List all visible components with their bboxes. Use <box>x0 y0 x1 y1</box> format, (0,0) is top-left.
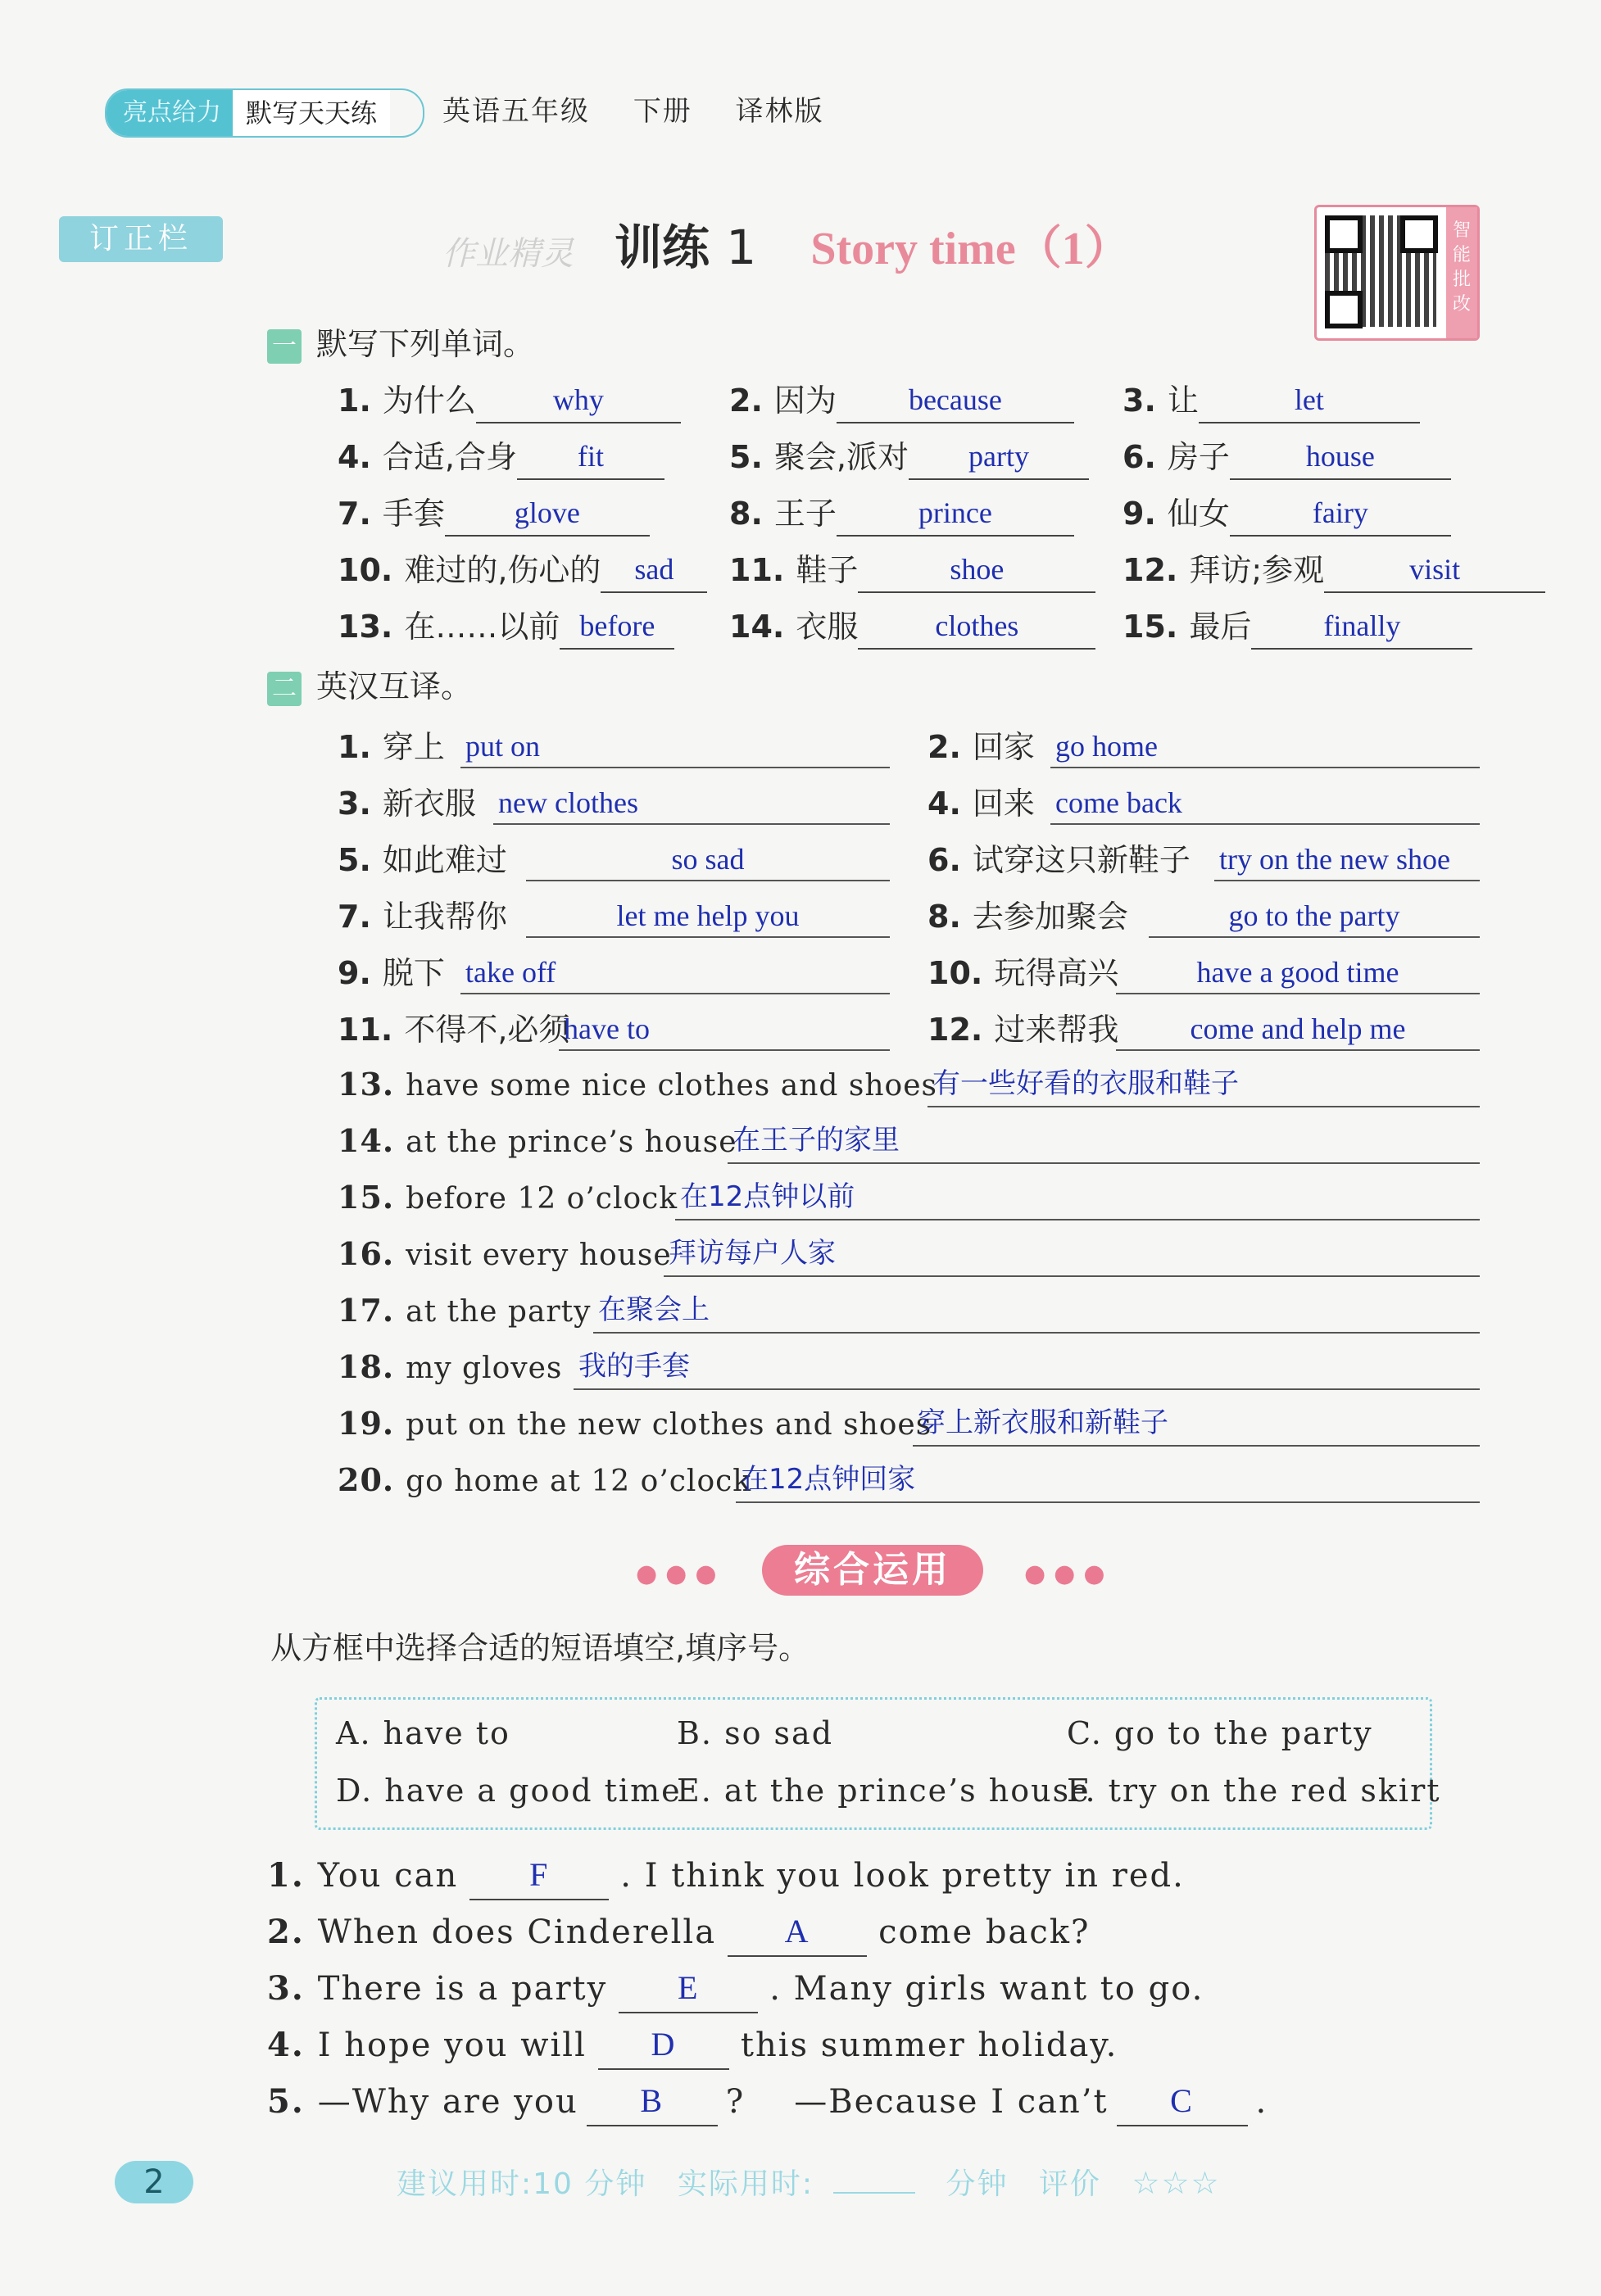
item-number: 19. <box>338 1405 395 1442</box>
item-number: 2. <box>927 729 961 765</box>
word-item <box>338 603 674 650</box>
answer-text: fairy <box>1312 496 1368 529</box>
item-number: 9. <box>338 955 371 991</box>
translation-item <box>338 781 476 826</box>
translation-item <box>338 837 507 883</box>
answer-line[interactable] <box>526 880 890 881</box>
answer-text: 在12点钟以前 <box>680 1180 855 1213</box>
section1-badge: 一 <box>267 329 302 364</box>
answer-text: so sad <box>671 843 745 876</box>
title-prefix: 训练 <box>615 220 710 275</box>
item-prompt: 拜访;参观 <box>1189 552 1325 588</box>
answer-line[interactable] <box>927 1106 1480 1107</box>
item-prompt: 聚会,派对 <box>773 439 909 475</box>
fill-sentence <box>267 2021 1118 2070</box>
item-prompt: 玩得高兴 <box>994 955 1119 991</box>
answer-text: A <box>784 1913 810 1950</box>
word-item <box>338 490 650 537</box>
item-prompt: visit every house <box>406 1239 672 1272</box>
answer-text: let me help you <box>616 899 800 932</box>
answer-line[interactable] <box>526 936 890 938</box>
fill-sentence <box>267 2077 1268 2126</box>
sentence-part: come back? <box>878 1913 1091 1951</box>
qr-corner <box>1325 291 1363 328</box>
item-number: 4. <box>927 786 961 822</box>
volume: 下册 <box>633 95 692 128</box>
sentence-part: When does Cinderella <box>317 1913 717 1951</box>
time-unit: 分钟 <box>946 2167 1009 2201</box>
qr-code[interactable] <box>1314 205 1480 341</box>
phrase-item <box>338 1118 737 1166</box>
phrase-item <box>338 1288 591 1335</box>
sentence-part: —Because I can’t <box>794 2083 1109 2121</box>
answer-text: glove <box>514 496 580 529</box>
item-prompt: 仙女 <box>1167 496 1230 532</box>
option-item: D. have a good time <box>336 1773 682 1809</box>
item-number: 10. <box>927 955 983 991</box>
sentence-part: You can <box>317 1857 459 1895</box>
item-prompt: my gloves <box>406 1352 563 1385</box>
item-prompt: 新衣服 <box>382 786 476 822</box>
item-prompt: 在……以前 <box>404 609 560 645</box>
item-prompt: 回来 <box>972 786 1035 822</box>
item-prompt: 最后 <box>1189 609 1252 645</box>
word-item <box>1123 490 1451 537</box>
word-item <box>729 433 1089 480</box>
rating-stars-icon[interactable]: ☆☆☆ <box>1132 2165 1221 2201</box>
item-number: 5. <box>729 439 763 475</box>
answer-text: come back <box>1055 786 1182 819</box>
page-number: 2 <box>115 2161 193 2203</box>
translation-item <box>927 950 1118 996</box>
item-prompt: 鞋子 <box>796 552 859 588</box>
answer-line[interactable] <box>913 1445 1480 1447</box>
answer-text: come and help me <box>1190 1012 1406 1045</box>
sentence-part: . Many girls want to go. <box>769 1970 1204 2008</box>
answer-blank[interactable] <box>858 546 1095 593</box>
word-item <box>338 433 664 480</box>
brand-pill <box>105 88 424 138</box>
item-number: 8. <box>729 496 763 532</box>
item-number: 3. <box>1123 383 1156 419</box>
answer-text: fit <box>577 440 604 473</box>
answer-text: party <box>968 440 1029 473</box>
answer-line[interactable] <box>1050 767 1480 768</box>
item-prompt: 试穿这只新鞋子 <box>972 842 1191 878</box>
phrase-item <box>338 1457 751 1505</box>
item-prompt: at the party <box>406 1295 592 1329</box>
fill-sentence <box>267 1964 1204 2013</box>
answer-blank[interactable] <box>1230 490 1451 537</box>
answer-text: finally <box>1323 609 1401 642</box>
item-number: 12. <box>927 1012 983 1048</box>
answer-text: new clothes <box>498 786 638 819</box>
answer-line[interactable] <box>460 993 890 994</box>
word-item <box>729 490 1074 537</box>
item-number: 15. <box>338 1179 395 1216</box>
footer-timing <box>397 2162 1240 2205</box>
answer-text: have a good time <box>1196 956 1399 989</box>
book-info <box>442 88 857 134</box>
answer-text: let <box>1294 383 1324 416</box>
item-number: 11. <box>729 552 785 588</box>
answer-text: 我的手套 <box>578 1350 690 1383</box>
banner-dots-left: ●●● <box>636 1560 725 1588</box>
answer-blank[interactable] <box>560 603 674 650</box>
item-prompt: 房子 <box>1167 439 1230 475</box>
item-number: 10. <box>338 552 393 588</box>
item-prompt: 合适,合身 <box>382 439 517 475</box>
item-number: 9. <box>1123 496 1156 532</box>
item-prompt: 让我帮你 <box>382 899 507 935</box>
item-number: 8. <box>927 899 961 935</box>
watermark: 作业精灵 <box>442 235 574 273</box>
item-prompt: 如此难过 <box>382 842 507 878</box>
phrase-item <box>338 1401 932 1448</box>
item-number: 1. <box>338 383 371 419</box>
word-item <box>729 546 1095 593</box>
answer-blank[interactable] <box>619 1964 758 2013</box>
phrase-item <box>338 1175 678 1222</box>
option-item: A. have to <box>336 1715 510 1751</box>
banner-dots-right: ●●● <box>1024 1560 1113 1588</box>
answer-blank[interactable] <box>445 490 650 537</box>
sentence-part: ? <box>725 2083 746 2121</box>
answer-line[interactable] <box>1050 823 1480 825</box>
fill-sentence <box>267 1908 1090 1957</box>
section1-heading <box>267 323 534 365</box>
answer-text: visit <box>1409 553 1461 586</box>
option-item: F. try on the red skirt <box>1067 1773 1441 1809</box>
item-prompt: before 12 o’clock <box>406 1182 678 1216</box>
item-number: 16. <box>338 1235 395 1272</box>
section1-title: 默写下列单词。 <box>316 326 535 362</box>
item-prompt: 让 <box>1167 383 1199 419</box>
item-number: 4. <box>267 2026 305 2064</box>
answer-text: sad <box>634 553 674 586</box>
fill-sentence <box>267 1851 1185 1900</box>
answer-blank[interactable] <box>858 603 1095 650</box>
answer-blank[interactable] <box>601 546 707 593</box>
answer-text: 在王子的家里 <box>732 1124 900 1157</box>
translation-item <box>927 837 1191 883</box>
answer-text: 穿上新衣服和新鞋子 <box>918 1406 1168 1439</box>
item-number: 7. <box>338 899 371 935</box>
answer-line[interactable] <box>559 1049 890 1051</box>
answer-text: put on <box>465 730 541 763</box>
answer-line[interactable] <box>1116 1049 1480 1051</box>
answer-text: go to the party <box>1228 899 1400 932</box>
item-prompt: 去参加聚会 <box>972 899 1128 935</box>
item-number: 5. <box>338 842 371 878</box>
answer-text: 拜访每户人家 <box>669 1237 836 1270</box>
answer-line[interactable] <box>728 1162 1480 1164</box>
sentence-part: There is a party <box>317 1970 608 2008</box>
answer-text: B <box>640 2082 664 2119</box>
answer-blank[interactable] <box>469 1851 609 1900</box>
item-number: 6. <box>1123 439 1156 475</box>
item-number: 2. <box>729 383 763 419</box>
correction-column-label: 订正栏 <box>59 216 223 262</box>
title-number: 1 <box>726 220 757 275</box>
phrase-item <box>338 1231 672 1279</box>
item-number: 5. <box>267 2082 305 2121</box>
item-number: 14. <box>338 1122 395 1159</box>
item-number: 1. <box>267 1856 305 1895</box>
item-number: 7. <box>338 496 371 532</box>
item-prompt: put on the new clothes and shoes <box>406 1408 932 1442</box>
section2-title: 英汉互译。 <box>316 668 473 704</box>
sentence-part: . <box>1255 2083 1268 2121</box>
sentence-part: —Why are you <box>317 2083 578 2121</box>
answer-blank[interactable] <box>598 2021 729 2070</box>
answer-blank[interactable] <box>1324 546 1545 593</box>
item-number: 15. <box>1123 609 1178 645</box>
section2-badge: 二 <box>267 672 302 706</box>
item-number: 3. <box>267 1969 305 2008</box>
answer-line[interactable] <box>593 1332 1480 1334</box>
item-prompt: 脱下 <box>382 955 445 991</box>
translation-item <box>338 950 445 996</box>
suggested-time: 建议用时:10 分钟 <box>397 2167 647 2201</box>
brand-left: 亮点给力 <box>107 90 233 136</box>
answer-blank[interactable] <box>837 377 1074 423</box>
item-number: 1. <box>338 729 371 765</box>
item-prompt: 不得不,必须 <box>404 1012 570 1048</box>
answer-line[interactable] <box>1214 880 1480 881</box>
answer-text: why <box>552 383 604 416</box>
word-item <box>338 377 681 423</box>
answer-blank[interactable] <box>517 433 664 480</box>
edition: 译林版 <box>735 95 824 128</box>
sentence-part: . I think you look pretty in red. <box>620 1857 1185 1895</box>
answer-text: D <box>651 2026 677 2063</box>
answer-line[interactable] <box>664 1275 1480 1277</box>
answer-text: 在12点钟回家 <box>741 1463 916 1496</box>
word-item <box>1123 546 1545 593</box>
item-prompt: have some nice clothes and shoes <box>406 1069 937 1103</box>
answer-blank[interactable] <box>837 490 1074 537</box>
item-prompt: 衣服 <box>796 609 859 645</box>
answer-text: F <box>529 1856 550 1893</box>
item-prompt: 过来帮我 <box>994 1012 1119 1048</box>
qr-corner <box>1400 215 1438 253</box>
answer-line[interactable] <box>460 767 890 768</box>
answer-text: take off <box>465 956 556 989</box>
answer-text: go home <box>1055 730 1158 763</box>
item-number: 18. <box>338 1348 395 1385</box>
option-item: C. go to the party <box>1067 1715 1373 1751</box>
answer-text: because <box>908 383 1002 416</box>
answer-text: 在聚会上 <box>598 1293 710 1326</box>
sentence-part: I hope you will <box>317 2027 587 2064</box>
answer-line[interactable] <box>493 823 890 825</box>
actual-time-blank[interactable] <box>833 2192 915 2194</box>
word-item <box>338 546 707 593</box>
page-title <box>615 215 1131 282</box>
answer-blank[interactable] <box>1230 433 1451 480</box>
phrase-item <box>338 1344 562 1392</box>
item-number: 13. <box>338 1066 395 1103</box>
item-number: 13. <box>338 609 393 645</box>
translation-item <box>338 894 507 940</box>
brand-right: 默写天天练 <box>233 90 390 136</box>
translation-item <box>338 1007 569 1053</box>
answer-text: house <box>1305 440 1375 473</box>
translation-item <box>927 724 1035 770</box>
answer-blank[interactable] <box>476 377 681 423</box>
actual-time-label: 实际用时: <box>677 2167 814 2201</box>
item-prompt: 回家 <box>972 729 1035 765</box>
answer-line[interactable] <box>1116 993 1480 994</box>
answer-blank[interactable] <box>728 1908 867 1957</box>
item-number: 12. <box>1123 552 1178 588</box>
answer-line[interactable] <box>574 1388 1480 1390</box>
item-number: 2. <box>267 1913 305 1951</box>
answer-blank[interactable] <box>1199 377 1420 423</box>
answer-text: C <box>1170 2082 1194 2119</box>
answer-text: have to <box>564 1012 650 1045</box>
section3-instruction: 从方框中选择合适的短语填空,填序号。 <box>270 1630 810 1666</box>
answer-text: before <box>579 609 655 642</box>
word-item <box>1123 377 1420 423</box>
translation-item <box>927 781 1035 826</box>
comprehensive-banner: 综合运用 <box>762 1545 983 1596</box>
item-number: 17. <box>338 1292 395 1329</box>
answer-text: prince <box>918 496 992 529</box>
answer-text: clothes <box>935 609 1019 642</box>
answer-text: 有一些好看的衣服和鞋子 <box>932 1067 1239 1100</box>
rating-label: 评价 <box>1038 2167 1101 2201</box>
qr-side-label: 智能批改 <box>1446 207 1477 338</box>
title-sub: Story time（1） <box>810 224 1131 274</box>
word-item <box>1123 603 1472 650</box>
item-number: 3. <box>338 786 371 822</box>
answer-text: shoe <box>950 553 1005 586</box>
item-number: 11. <box>338 1012 393 1048</box>
answer-blank[interactable] <box>1117 2077 1248 2126</box>
word-item <box>1123 433 1451 480</box>
answer-text: try on the new shoe <box>1219 843 1450 876</box>
phrase-item <box>338 1062 937 1109</box>
answer-blank[interactable] <box>587 2077 718 2126</box>
option-item: E. at the prince’s house <box>677 1773 1091 1809</box>
answer-line[interactable] <box>675 1219 1480 1220</box>
section2-heading <box>267 665 472 708</box>
translation-item <box>338 724 445 770</box>
item-prompt: 穿上 <box>382 729 445 765</box>
item-number: 4. <box>338 439 371 475</box>
option-item: B. so sad <box>677 1715 834 1751</box>
answer-line[interactable] <box>1149 936 1480 938</box>
translation-item <box>927 1007 1118 1053</box>
qr-corner <box>1325 215 1363 253</box>
word-item <box>729 377 1074 423</box>
item-prompt: 因为 <box>773 383 837 419</box>
item-number: 6. <box>927 842 961 878</box>
item-number: 14. <box>729 609 785 645</box>
answer-line[interactable] <box>736 1501 1480 1503</box>
sentence-part: this summer holiday. <box>740 2027 1118 2064</box>
item-prompt: 为什么 <box>382 383 476 419</box>
answer-text: E <box>678 1969 700 2006</box>
translation-item <box>927 894 1128 940</box>
item-number: 20. <box>338 1461 395 1498</box>
word-item <box>729 603 1095 650</box>
item-prompt: at the prince’s house <box>406 1125 737 1159</box>
answer-blank[interactable] <box>1251 603 1472 650</box>
answer-blank[interactable] <box>909 433 1089 480</box>
item-prompt: 王子 <box>773 496 837 532</box>
item-prompt: 手套 <box>382 496 445 532</box>
item-prompt: go home at 12 o’clock <box>406 1465 752 1498</box>
item-prompt: 难过的,伤心的 <box>404 552 601 588</box>
subject: 英语五年级 <box>442 95 590 128</box>
